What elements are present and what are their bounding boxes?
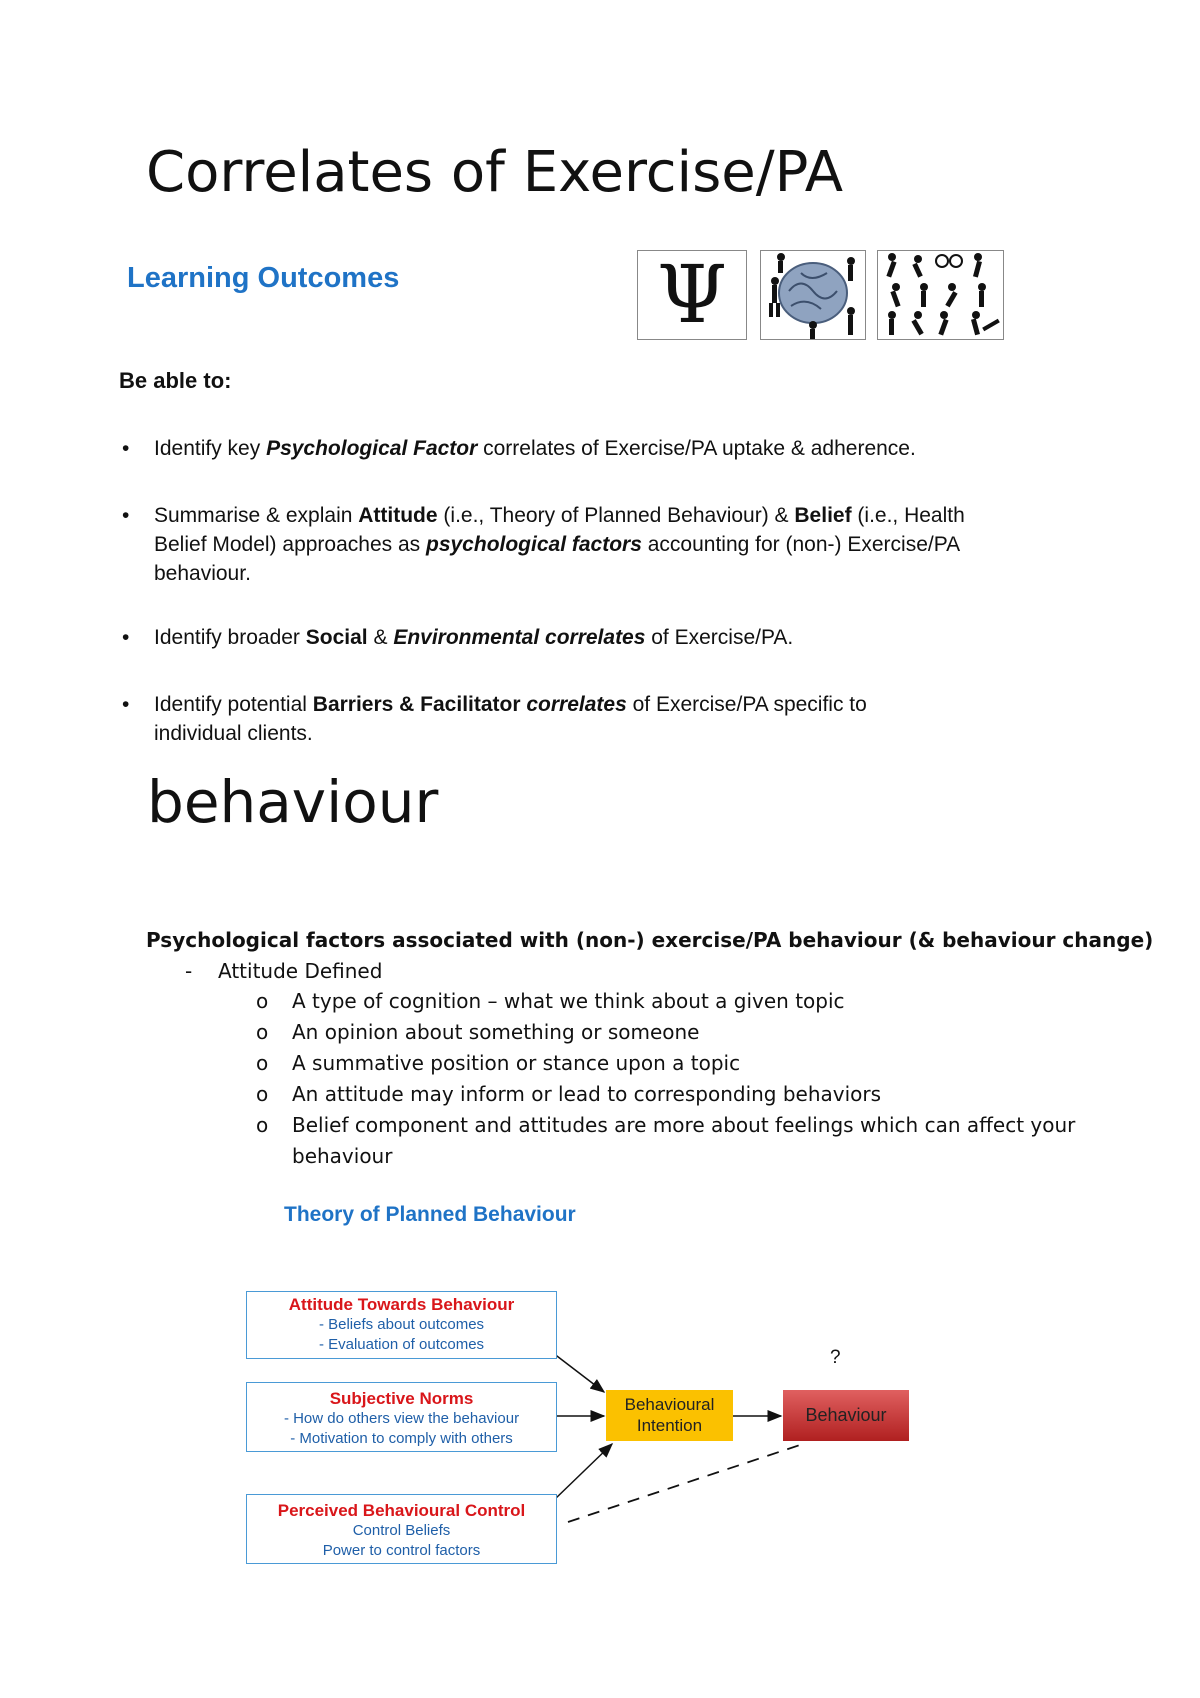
perceived-control-title: Perceived Behavioural Control <box>277 1501 526 1520</box>
behaviour-heading: behaviour <box>147 768 439 836</box>
emphasis-text: psychological factors <box>426 533 642 556</box>
emphasis-text: Attitude <box>358 504 438 527</box>
text-run: Identify potential <box>154 693 313 716</box>
perceived-control-box <box>246 1494 557 1564</box>
emphasis-text: Social <box>305 626 368 649</box>
behavioural-intention-box <box>606 1390 733 1441</box>
emphasis-text: Environmental correlates <box>393 626 646 649</box>
emphasis-text: Belief <box>794 504 852 527</box>
control-to-behaviour-dashed-arrow <box>568 1445 800 1522</box>
list-item-label: Belief component and attitudes are more about feelings which can affect your behaviour <box>292 1113 1076 1168</box>
bullet-mark: • <box>122 504 130 527</box>
list-item-label: An attitude may inform or lead to corresponding behaviors <box>292 1082 882 1106</box>
list-item-label: A type of cognition – what we think about a given topic <box>292 989 845 1013</box>
page-title: Correlates of Exercise/PA <box>146 140 844 205</box>
intention-line: Intention <box>636 1416 703 1435</box>
attitude-line: - Evaluation of outcomes <box>318 1336 485 1353</box>
text-run: Identify broader <box>154 626 306 649</box>
intention-line: Behavioural <box>624 1395 715 1414</box>
circle-bullet-mark: o <box>256 1051 269 1075</box>
text-run: (i.e., Health Belief Model) approaches as <box>154 504 965 556</box>
control-to-intention-arrow <box>554 1444 612 1500</box>
circle-bullet-mark: o <box>256 1020 269 1044</box>
text-run: accounting for (non-) Exercise/PA behaviour. <box>154 533 959 585</box>
text-run: (i.e., Theory of Planned Behaviour) & <box>437 504 795 527</box>
subjective-norms-box <box>246 1382 557 1452</box>
list-item-label: Attitude Defined <box>218 959 383 983</box>
notes-heading: Psychological factors associated with (non-) exercise/PA behaviour (& behaviour change) <box>146 928 1154 952</box>
subjective-norms-line: - Motivation to comply with others <box>290 1430 513 1447</box>
subjective-norms-title: Subjective Norms <box>329 1389 474 1408</box>
attitude-box <box>246 1291 557 1359</box>
text-run: & <box>367 626 394 649</box>
question-mark: ? <box>830 1347 841 1368</box>
tpb-heading: Theory of Planned Behaviour <box>284 1203 576 1226</box>
bullet-mark: • <box>122 626 130 649</box>
circle-bullet-mark: o <box>256 989 269 1013</box>
circle-bullet-mark: o <box>256 1113 269 1137</box>
emphasis-text: Psychological Factor <box>266 437 478 460</box>
emphasis-text: correlates <box>526 693 627 716</box>
text-run: correlates of Exercise/PA uptake & adherence. <box>477 437 916 460</box>
behaviour-box: Behaviour <box>783 1390 909 1441</box>
bullet-mark: • <box>122 437 130 460</box>
circle-bullet-mark: o <box>256 1082 269 1106</box>
text-run: of Exercise/PA. <box>645 626 794 649</box>
perceived-control-line: Power to control factors <box>322 1542 481 1559</box>
text-run: Summarise & explain <box>154 504 359 527</box>
subjective-norms-line: - How do others view the behaviour <box>283 1410 520 1427</box>
text-run: of Exercise/PA specific to individual clients. <box>154 693 867 745</box>
bullet-mark: • <box>122 693 130 716</box>
psi-glyph: Ψ <box>656 250 728 340</box>
dash-mark: - <box>185 959 193 983</box>
list-item-label: A summative position or stance upon a topic <box>292 1051 741 1075</box>
text-run: Identify key <box>154 437 267 460</box>
be-able-to-label: Be able to: <box>119 368 232 393</box>
attitude-line: - Beliefs about outcomes <box>318 1316 485 1333</box>
perceived-control-line: Control Beliefs <box>352 1522 451 1539</box>
list-item-label: An opinion about something or someone <box>292 1020 700 1044</box>
emphasis-text: Barriers & Facilitator <box>312 693 521 716</box>
attitude-title: Attitude Towards Behaviour <box>288 1295 515 1314</box>
learning-outcomes-heading: Learning Outcomes <box>127 262 400 294</box>
